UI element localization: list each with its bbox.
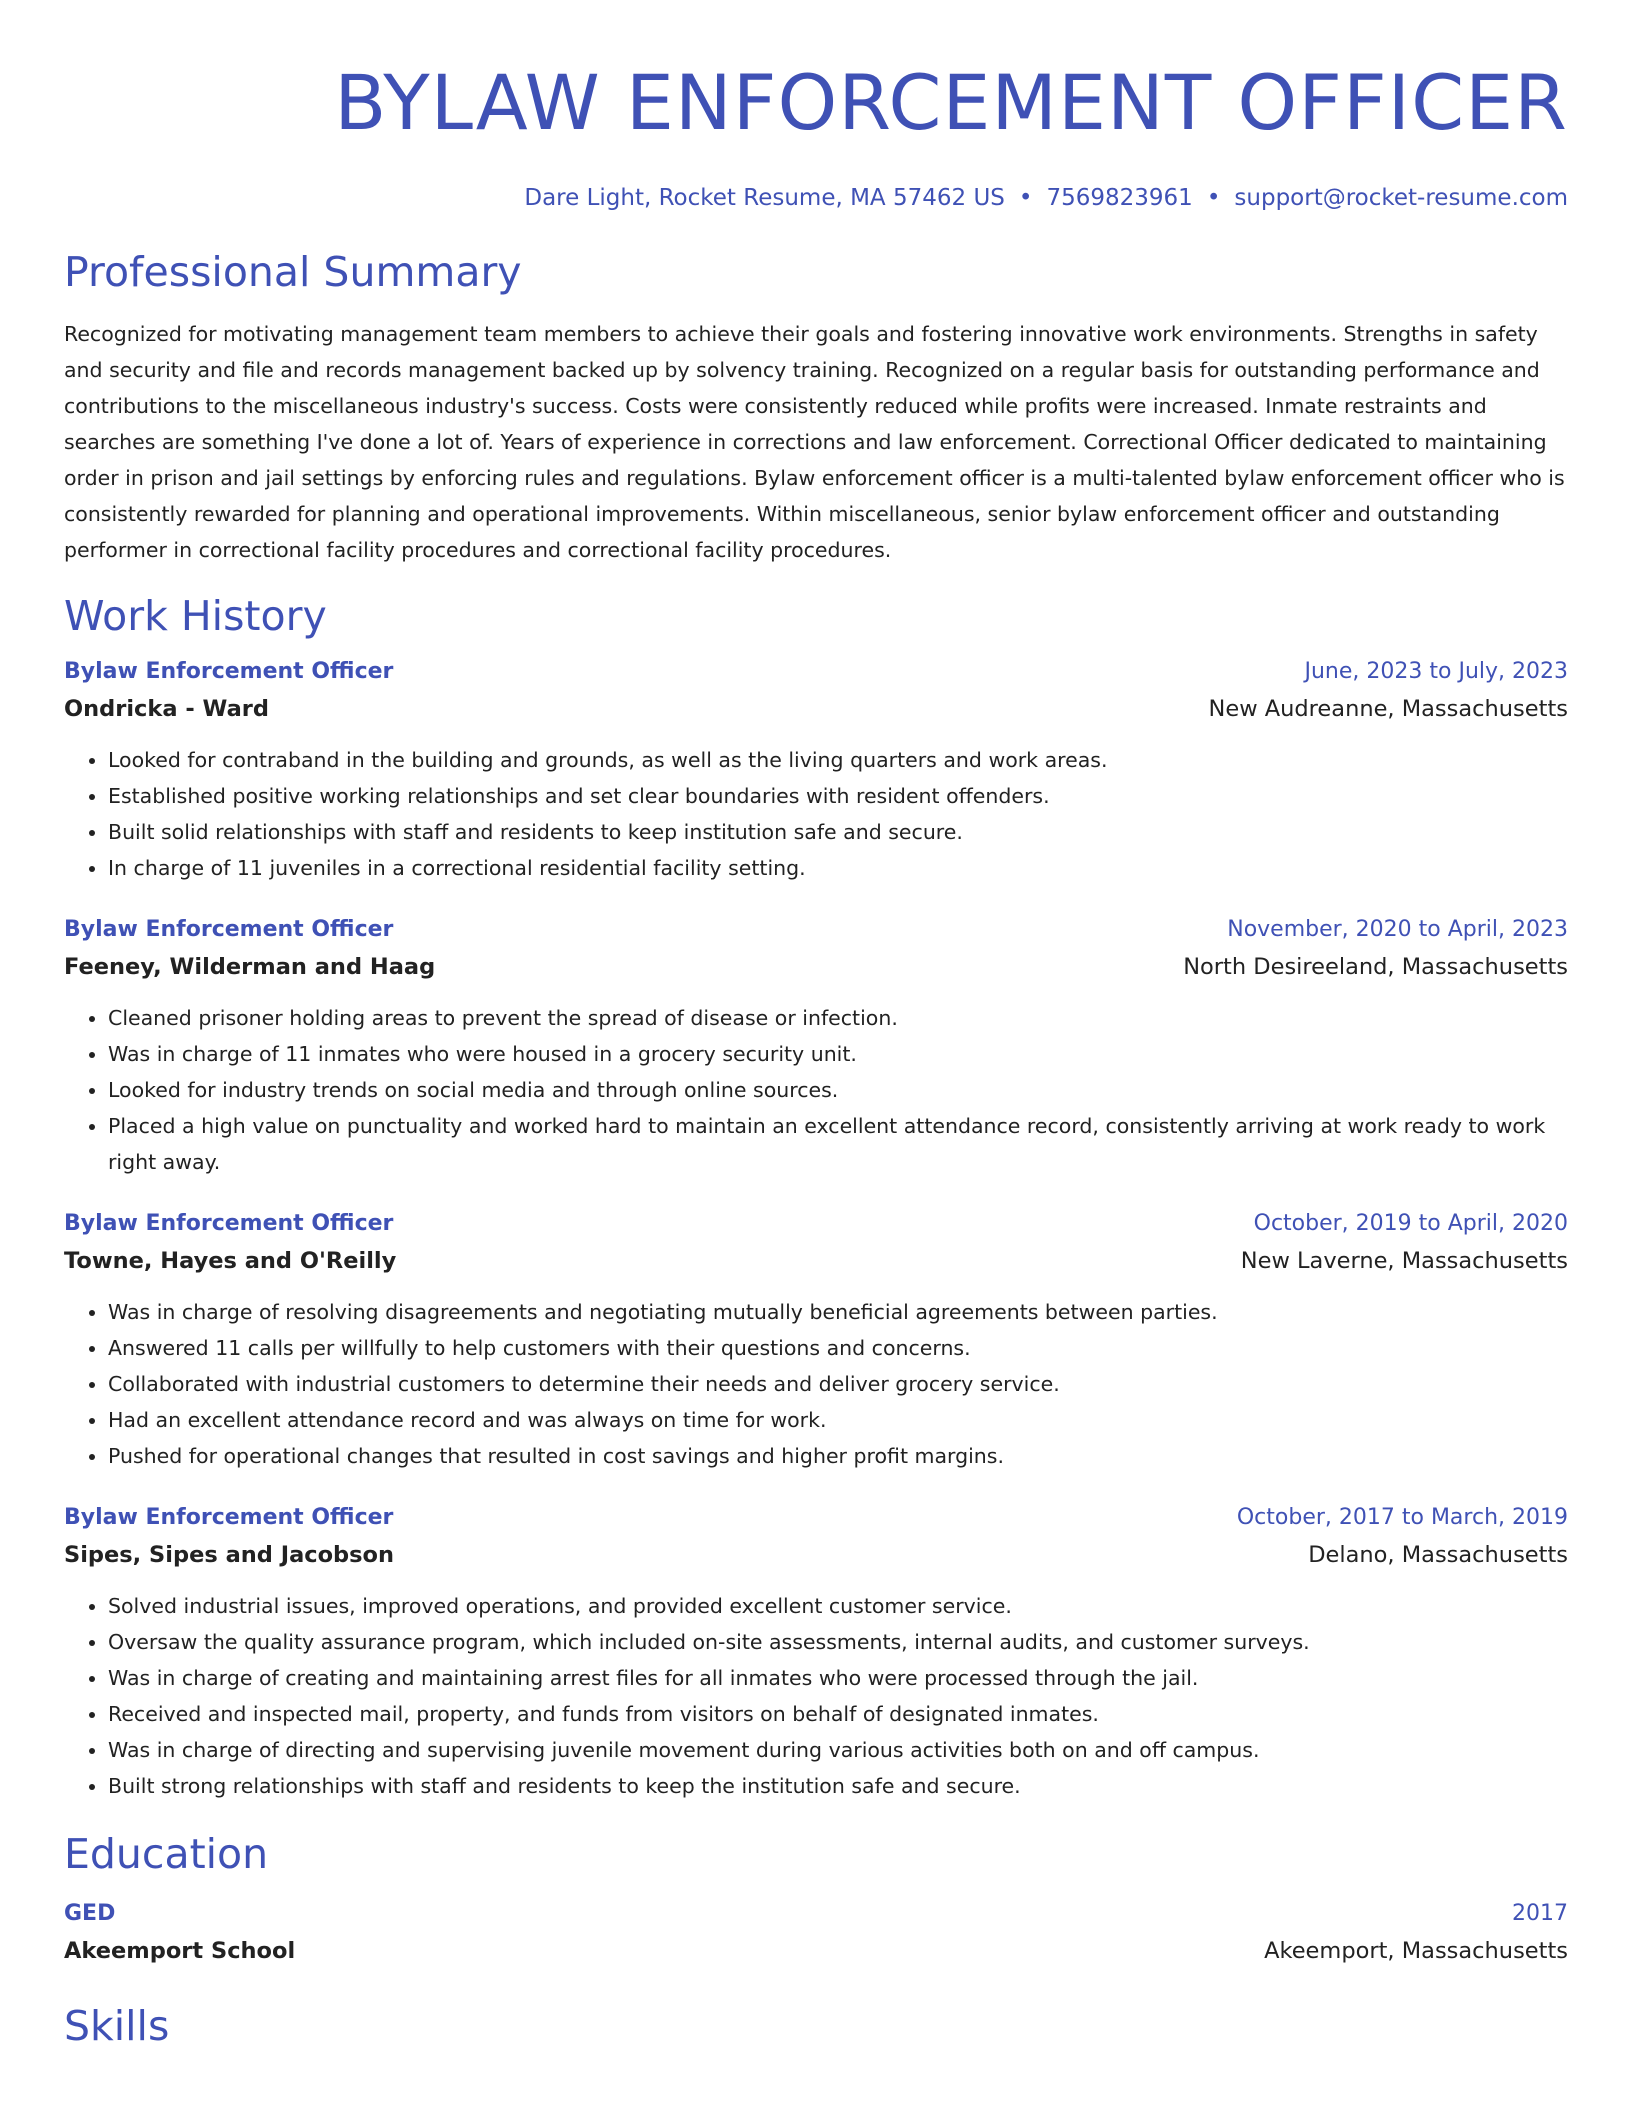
contact-line: [64, 182, 1568, 214]
education-entry: [64, 1896, 1568, 1970]
job-company: Towne, Hayes and O'Reilly: [64, 1248, 397, 1274]
education-year: 2017: [1512, 1901, 1568, 1926]
job-subheader: [64, 1242, 1568, 1280]
job-bullet: • Was in charge of creating and maintaining arrest files for all inmates who were processed through the jail.: [108, 1660, 1568, 1696]
job-bullet: • Was in charge of 11 inmates who were housed in a grocery security unit.: [108, 1036, 1568, 1072]
job-header: [64, 1500, 1568, 1536]
job-header: [64, 912, 1568, 948]
education-school: Akeemport School: [64, 1938, 296, 1964]
education-header: [64, 1896, 1568, 1932]
job-entry: [64, 1500, 1568, 1804]
job-subheader: [64, 948, 1568, 986]
job-bullet: • Was in charge of resolving disagreements and negotiating mutually beneficial agreements between parties.: [108, 1294, 1568, 1330]
job-header: [64, 654, 1568, 690]
bullet-separator: •: [1018, 185, 1033, 211]
job-dates: June, 2023 to July, 2023: [1304, 659, 1568, 684]
job-entry: [64, 912, 1568, 1180]
job-company: Feeney, Wilderman and Haag: [64, 954, 436, 980]
job-location: Delano, Massachusetts: [1308, 1542, 1568, 1568]
job-bullets: [64, 1588, 1568, 1804]
job-location: New Laverne, Massachusetts: [1240, 1248, 1568, 1274]
job-dates: October, 2017 to March, 2019: [1236, 1505, 1568, 1530]
job-company: Ondricka - Ward: [64, 696, 269, 722]
job-role: Bylaw Enforcement Officer: [64, 917, 394, 942]
education-location: Akeemport, Massachusetts: [1264, 1938, 1568, 1964]
job-bullet: • Looked for contraband in the building and grounds, as well as the living quarters and work areas.: [108, 742, 1568, 778]
job-location: North Desireeland, Massachusetts: [1183, 954, 1568, 980]
job-dates: November, 2020 to April, 2023: [1227, 917, 1568, 942]
job-bullets: [64, 1000, 1568, 1180]
summary-heading: Professional Summary: [64, 248, 522, 296]
job-bullets: [64, 1294, 1568, 1474]
job-bullet: • Oversaw the quality assurance program, which included on-site assessments, internal audits, and customer surveys.: [108, 1624, 1568, 1660]
bullet-separator: •: [1206, 185, 1221, 211]
skills-heading: Skills: [64, 2002, 170, 2050]
job-company: Sipes, Sipes and Jacobson: [64, 1542, 395, 1568]
job-subheader: [64, 690, 1568, 728]
contact-email: support@rocket-resume.com: [1234, 185, 1568, 211]
summary-text: Recognized for motivating management team members to achieve their goals and fostering innovative work environments. Strengths in safety and security and file and records management backed up by solvency training. Recognized on a regular basis for outstanding performance and contributions to the miscellaneous industry's success. Costs were consistently reduced while profits were increased. Inmate restraints and searches are something I've done a lot of. Years of experience in corrections and law enforcement. Correctional Officer dedicated to maintaining order in prison and jail settings by enforcing rules and regulations. Bylaw enforcement officer is a multi-talented bylaw enforcement officer who is consistently rewarded for planning and operational improvements. Within miscellaneous, senior bylaw enforcement officer and outstanding performer in correctional facility procedures and correctional facility procedures.: [64, 322, 1565, 562]
education-degree: GED: [64, 1901, 116, 1926]
job-entry: [64, 654, 1568, 886]
job-header: [64, 1206, 1568, 1242]
job-bullet: • Was in charge of directing and supervising juvenile movement during various activities both on and off campus.: [108, 1732, 1568, 1768]
job-dates: October, 2019 to April, 2020: [1253, 1211, 1568, 1236]
job-role: Bylaw Enforcement Officer: [64, 1505, 394, 1530]
job-role: Bylaw Enforcement Officer: [64, 659, 394, 684]
job-bullets: [64, 742, 1568, 886]
education-heading: Education: [64, 1830, 269, 1878]
resume-title: BYLAW ENFORCEMENT OFFICER: [334, 58, 1568, 147]
job-bullet: • Received and inspected mail, property, and funds from visitors on behalf of designated inmates.: [108, 1696, 1568, 1732]
job-bullet: • Had an excellent attendance record and was always on time for work.: [108, 1402, 1568, 1438]
job-bullet: • In charge of 11 juveniles in a correctional residential facility setting.: [108, 850, 1568, 886]
job-subheader: [64, 1536, 1568, 1574]
job-bullet: • Pushed for operational changes that resulted in cost savings and higher profit margins.: [108, 1438, 1568, 1474]
job-entry: [64, 1206, 1568, 1474]
job-role: Bylaw Enforcement Officer: [64, 1211, 394, 1236]
education-subheader: [64, 1932, 1568, 1970]
job-bullet: • Established positive working relationships and set clear boundaries with resident offenders.: [108, 778, 1568, 814]
job-bullet: • Cleaned prisoner holding areas to prevent the spread of disease or infection.: [108, 1000, 1568, 1036]
job-bullet: • Looked for industry trends on social media and through online sources.: [108, 1072, 1568, 1108]
job-bullet: • Built solid relationships with staff and residents to keep institution safe and secure.: [108, 814, 1568, 850]
job-bullet: • Collaborated with industrial customers to determine their needs and deliver grocery service.: [108, 1366, 1568, 1402]
work-history-heading: Work History: [64, 592, 327, 640]
resume-page: [64, 0, 1568, 2054]
job-bullet: • Built strong relationships with staff and residents to keep the institution safe and secure.: [108, 1768, 1568, 1804]
job-location: New Audreanne, Massachusetts: [1208, 696, 1568, 722]
job-bullet: • Answered 11 calls per willfully to help customers with their questions and concerns.: [108, 1330, 1568, 1366]
job-bullet: • Placed a high value on punctuality and worked hard to maintain an excellent attendance record, consistently arriving at work ready to work right away.: [108, 1108, 1568, 1180]
contact-phone: 7569823961: [1046, 185, 1193, 211]
contact-address: Dare Light, Rocket Resume, MA 57462 US: [524, 185, 1005, 211]
job-bullet: • Solved industrial issues, improved operations, and provided excellent customer service.: [108, 1588, 1568, 1624]
